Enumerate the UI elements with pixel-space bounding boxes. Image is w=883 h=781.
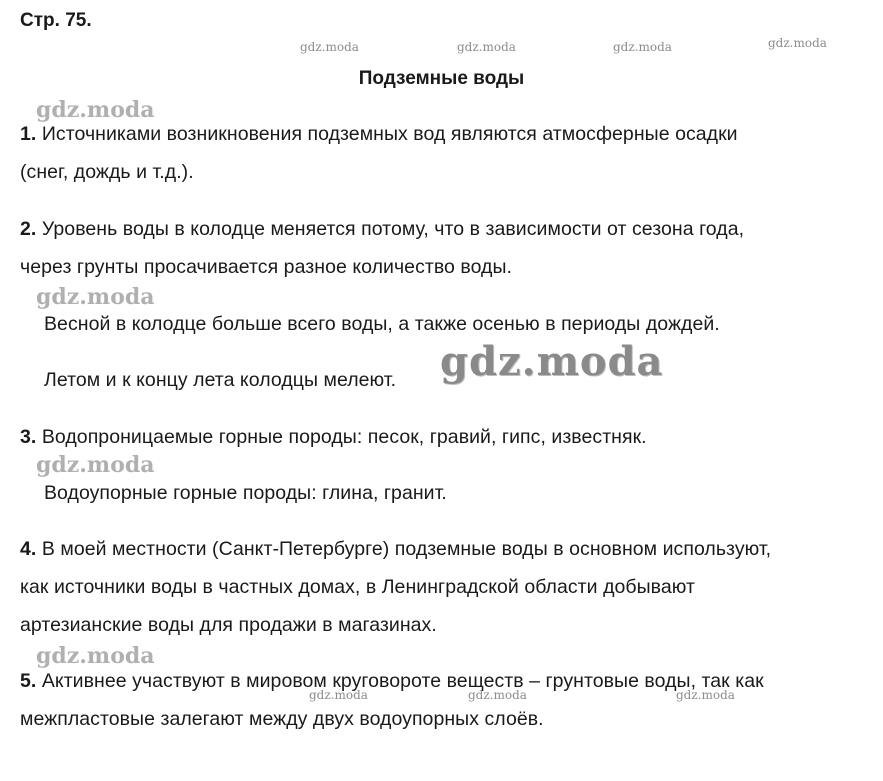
answer-1-text: Источниками возникновения подземных вод являются атмосферные осадки <box>41 123 738 145</box>
answer-3-text: Водопроницаемые горные породы: песок, гравий, гипс, известняк. <box>41 426 647 448</box>
answer-2-number: 2. <box>20 218 37 240</box>
answer-3-number: 3. <box>20 426 37 448</box>
watermark-left-3: gdz.moda <box>36 452 155 478</box>
answer-3-line-1 <box>20 426 647 449</box>
answer-3-line-2: Водоупорные горные породы: глина, гранит. <box>44 482 447 504</box>
answer-1-line-1 <box>20 123 738 146</box>
watermark-left-4: gdz.moda <box>36 643 155 669</box>
answer-2-line-1 <box>20 218 744 241</box>
answer-1-number: 1. <box>20 123 37 145</box>
watermark-bottom-3: gdz.moda <box>676 688 735 702</box>
answer-2-text: Уровень воды в колодце меняется потому, что в зависимости от сезона года, <box>41 218 745 240</box>
answer-2-line-2: через грунты просачивается разное количество воды. <box>20 256 513 278</box>
answer-5-text: Активнее участвуют в мировом круговороте веществ – грунтовые воды, так как <box>41 670 764 692</box>
watermark-large: gdz.moda <box>440 338 664 385</box>
watermark-top-2: gdz.moda <box>457 40 516 54</box>
answer-4-text: В моей местности (Санкт-Петербурге) подземные воды в основном используют, <box>41 538 772 560</box>
watermark-left-1: gdz.moda <box>36 97 155 123</box>
watermark-top-4: gdz.moda <box>768 36 827 50</box>
watermark-bottom-1: gdz.moda <box>309 688 368 702</box>
answer-4-number: 4. <box>20 538 37 560</box>
page-title: Подземные воды <box>358 68 525 89</box>
answer-4-line-2: как источники воды в частных домах, в Ленинградской области добывают <box>20 576 695 598</box>
answer-4-line-3: артезианские воды для продажи в магазинах. <box>20 614 437 636</box>
answer-1-line-2: (снег, дождь и т.д.). <box>20 161 194 183</box>
watermark-top-1: gdz.moda <box>300 40 359 54</box>
answer-5-line-2: межпластовые залегают между двух водоупорных слоёв. <box>20 708 544 730</box>
watermark-left-2: gdz.moda <box>36 284 155 310</box>
answer-2-line-4: Летом и к концу лета колодцы мелеют. <box>44 369 397 391</box>
answer-2-line-3: Весной в колодце больше всего воды, а также осенью в периоды дождей. <box>44 313 720 335</box>
watermark-top-3: gdz.moda <box>613 40 672 54</box>
page-number: Стр. 75. <box>20 10 92 31</box>
watermark-bottom-2: gdz.moda <box>468 688 527 702</box>
answer-5-number: 5. <box>20 670 37 692</box>
answer-5-line-1 <box>20 670 764 693</box>
answer-4-line-1 <box>20 538 771 561</box>
